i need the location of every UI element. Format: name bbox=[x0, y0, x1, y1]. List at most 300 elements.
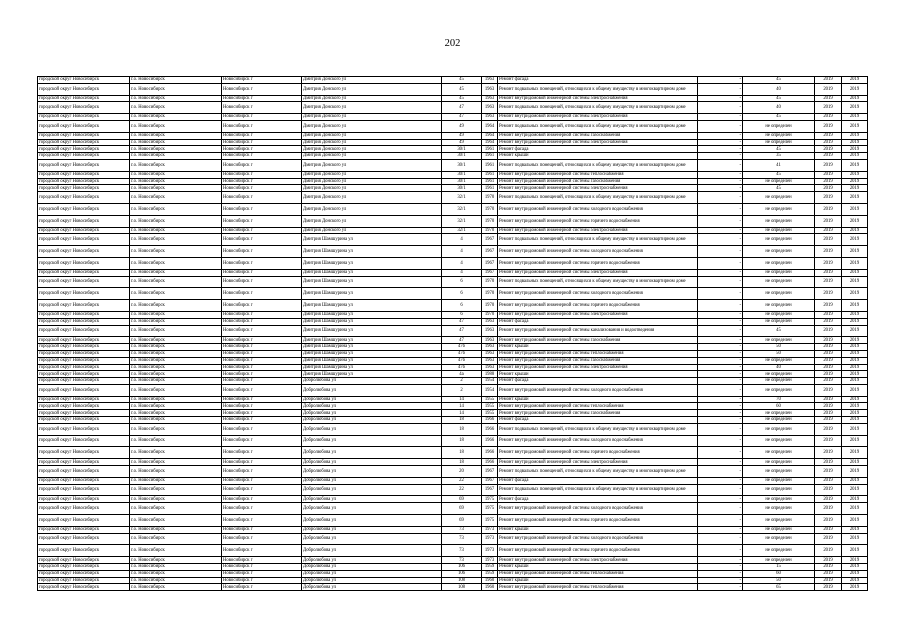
cell-year: 1955 bbox=[482, 410, 498, 417]
cell-plan-year-start: 2019 bbox=[815, 371, 842, 378]
cell-municipality: городской округ Новосибирск bbox=[38, 545, 130, 557]
cell-work-type: Ремонт внутридомовой инженерной системы теплоснабжения bbox=[498, 403, 698, 410]
cell-street: Дмитрия Донского ул bbox=[302, 192, 442, 204]
cell-plan-year-start: 2019 bbox=[815, 557, 842, 564]
cell-plan-year-start: 2019 bbox=[815, 159, 842, 171]
cell-settlement: г.о. Новосибирск bbox=[130, 159, 222, 171]
cell-year: 1963 bbox=[482, 325, 498, 337]
cell-settlement: г.о. Новосибирск bbox=[130, 95, 222, 102]
cell-plan-year-start: 2019 bbox=[815, 120, 842, 132]
cell-locality: Новосибирск г bbox=[222, 503, 302, 515]
cell-cell-dash: - bbox=[698, 325, 743, 337]
cell-settlement: г.о. Новосибирск bbox=[130, 171, 222, 178]
cell-work-type: Ремонт внутридомовой инженерной системы горячего водоснабжения bbox=[498, 215, 698, 227]
cell-municipality: городской округ Новосибирск bbox=[38, 288, 130, 300]
cell-street: Добролюбова ул bbox=[302, 503, 442, 515]
cell-plan-year-end: 2019 bbox=[842, 350, 868, 357]
cell-settlement: г.о. Новосибирск bbox=[130, 114, 222, 121]
cell-municipality: городской округ Новосибирск bbox=[38, 178, 130, 185]
repair-register-table bbox=[37, 76, 868, 591]
cell-settlement: г.о. Новосибирск bbox=[130, 153, 222, 160]
cell-work-type: Ремонт внутридомовой инженерной системы газоснабжения bbox=[498, 410, 698, 417]
cell-house: 18 bbox=[442, 417, 482, 424]
cell-plan-year-start: 2019 bbox=[815, 203, 842, 215]
cell-plan-year-start: 2019 bbox=[815, 515, 842, 527]
cell-plan-year-end: 2019 bbox=[842, 227, 868, 234]
cell-house: 47б bbox=[442, 364, 482, 371]
cell-settlement: г.о. Новосибирск bbox=[130, 584, 222, 591]
cell-locality: Новосибирск г bbox=[222, 257, 302, 269]
cell-year: 1970 bbox=[482, 288, 498, 300]
cell-cost: не определен bbox=[743, 318, 815, 325]
cell-plan-year-end: 2019 bbox=[842, 570, 868, 577]
cell-locality: Новосибирск г bbox=[222, 423, 302, 435]
cell-street: Дмитрия Донского ул bbox=[302, 139, 442, 146]
cell-year: 1975 bbox=[482, 496, 498, 503]
cell-plan-year-end: 2019 bbox=[842, 384, 868, 396]
cell-cell-dash: - bbox=[698, 269, 743, 276]
cell-municipality: городской округ Новосибирск bbox=[38, 83, 130, 95]
cell-cost: не определен bbox=[743, 466, 815, 478]
cell-plan-year-end: 2019 bbox=[842, 364, 868, 371]
cell-house: 47б bbox=[442, 357, 482, 364]
cell-municipality: городской округ Новосибирск bbox=[38, 114, 130, 121]
cell-cost: не определен bbox=[743, 276, 815, 288]
cell-year: 1960 bbox=[482, 577, 498, 584]
cell-locality: Новосибирск г bbox=[222, 545, 302, 557]
cell-settlement: г.о. Новосибирск bbox=[130, 496, 222, 503]
cell-street: Дмитрия Шамшурина ул bbox=[302, 371, 442, 378]
cell-locality: Новосибирск г bbox=[222, 318, 302, 325]
cell-plan-year-end: 2019 bbox=[842, 337, 868, 344]
cell-cell-dash: - bbox=[698, 234, 743, 246]
cell-street: Дмитрия Донского ул bbox=[302, 132, 442, 139]
cell-house: 4 bbox=[442, 257, 482, 269]
table-row bbox=[38, 570, 868, 577]
cell-house: 45 bbox=[442, 95, 482, 102]
cell-house: 49 bbox=[442, 139, 482, 146]
cell-locality: Новосибирск г bbox=[222, 371, 302, 378]
cell-municipality: городской округ Новосибирск bbox=[38, 396, 130, 403]
cell-plan-year-start: 2019 bbox=[815, 503, 842, 515]
cell-street: Дмитрия Шамшурина ул bbox=[302, 344, 442, 351]
cell-cell-dash: - bbox=[698, 466, 743, 478]
cell-locality: Новосибирск г bbox=[222, 584, 302, 591]
cell-plan-year-end: 2019 bbox=[842, 77, 868, 84]
cell-house: 45 bbox=[442, 77, 482, 84]
cell-plan-year-end: 2019 bbox=[842, 344, 868, 351]
cell-cost: не определен bbox=[743, 227, 815, 234]
cell-plan-year-start: 2019 bbox=[815, 77, 842, 84]
cell-cost: не определен bbox=[743, 234, 815, 246]
cell-cell-dash: - bbox=[698, 276, 743, 288]
cell-plan-year-start: 2019 bbox=[815, 496, 842, 503]
cell-year: 1966 bbox=[482, 423, 498, 435]
cell-work-type: Ремонт крыши bbox=[498, 564, 698, 571]
cell-plan-year-start: 2019 bbox=[815, 246, 842, 258]
cell-plan-year-end: 2019 bbox=[842, 139, 868, 146]
cell-street: Дмитрия Донского ул bbox=[302, 185, 442, 192]
cell-locality: Новосибирск г bbox=[222, 557, 302, 564]
cell-cell-dash: - bbox=[698, 159, 743, 171]
table-row bbox=[38, 276, 868, 288]
cell-street: Дмитрия Донского ул bbox=[302, 178, 442, 185]
cell-locality: Новосибирск г bbox=[222, 276, 302, 288]
cell-year: 1967 bbox=[482, 484, 498, 496]
cell-cell-dash: - bbox=[698, 371, 743, 378]
cell-locality: Новосибирск г bbox=[222, 403, 302, 410]
table-row bbox=[38, 325, 868, 337]
cell-settlement: г.о. Новосибирск bbox=[130, 83, 222, 95]
cell-locality: Новосибирск г bbox=[222, 311, 302, 318]
cell-cost: не определен bbox=[743, 459, 815, 466]
table-row bbox=[38, 146, 868, 153]
cell-cell-dash: - bbox=[698, 153, 743, 160]
cell-locality: Новосибирск г bbox=[222, 77, 302, 84]
cell-plan-year-end: 2019 bbox=[842, 396, 868, 403]
cell-municipality: городской округ Новосибирск bbox=[38, 344, 130, 351]
cell-plan-year-end: 2019 bbox=[842, 95, 868, 102]
cell-plan-year-end: 2019 bbox=[842, 234, 868, 246]
cell-house: 69 bbox=[442, 503, 482, 515]
cell-plan-year-start: 2019 bbox=[815, 139, 842, 146]
table-row bbox=[38, 139, 868, 146]
cell-plan-year-end: 2019 bbox=[842, 318, 868, 325]
cell-work-type: Ремонт внутридомовой инженерной системы электроснабжения bbox=[498, 185, 698, 192]
cell-plan-year-end: 2019 bbox=[842, 545, 868, 557]
cell-street: Добролюбова ул bbox=[302, 410, 442, 417]
cell-plan-year-start: 2019 bbox=[815, 403, 842, 410]
cell-locality: Новосибирск г bbox=[222, 570, 302, 577]
cell-work-type: Ремонт внутридомовой инженерной системы газоснабжения bbox=[498, 178, 698, 185]
cell-house: 22 bbox=[442, 477, 482, 484]
cell-plan-year-end: 2019 bbox=[842, 311, 868, 318]
cell-plan-year-start: 2019 bbox=[815, 192, 842, 204]
table-row bbox=[38, 83, 868, 95]
cell-year: 1963 bbox=[482, 337, 498, 344]
cell-work-type: Ремонт внутридомовой инженерной системы электроснабжения bbox=[498, 557, 698, 564]
cell-street: Добролюбова ул bbox=[302, 384, 442, 396]
cell-cell-dash: - bbox=[698, 288, 743, 300]
cell-municipality: городской округ Новосибирск bbox=[38, 526, 130, 533]
cell-plan-year-end: 2019 bbox=[842, 447, 868, 459]
cell-work-type: Ремонт внутридомовой инженерной системы теплоснабжения bbox=[498, 570, 698, 577]
cell-house: 47б bbox=[442, 344, 482, 351]
cell-year: 1975 bbox=[482, 515, 498, 527]
cell-settlement: г.о. Новосибирск bbox=[130, 192, 222, 204]
cell-street: Добролюбова ул bbox=[302, 477, 442, 484]
table-row bbox=[38, 459, 868, 466]
table-row bbox=[38, 132, 868, 139]
cell-plan-year-start: 2019 bbox=[815, 459, 842, 466]
cell-house: 47 bbox=[442, 337, 482, 344]
cell-settlement: г.о. Новосибирск bbox=[130, 227, 222, 234]
cell-municipality: городской округ Новосибирск bbox=[38, 139, 130, 146]
cell-cell-dash: - bbox=[698, 423, 743, 435]
cell-plan-year-end: 2019 bbox=[842, 132, 868, 139]
cell-work-type: Ремонт крыши bbox=[498, 526, 698, 533]
cell-locality: Новосибирск г bbox=[222, 192, 302, 204]
table-row bbox=[38, 102, 868, 114]
cell-cost: не определен bbox=[743, 203, 815, 215]
cell-house: 6 bbox=[442, 288, 482, 300]
cell-settlement: г.о. Новосибирск bbox=[130, 139, 222, 146]
cell-locality: Новосибирск г bbox=[222, 215, 302, 227]
cell-year: 1967 bbox=[482, 269, 498, 276]
cell-cost: не определен bbox=[743, 246, 815, 258]
cell-cell-dash: - bbox=[698, 337, 743, 344]
cell-street: Дмитрия Донского ул bbox=[302, 83, 442, 95]
cell-municipality: городской округ Новосибирск bbox=[38, 132, 130, 139]
cell-municipality: городской округ Новосибирск bbox=[38, 459, 130, 466]
cell-street: Добролюбова ул bbox=[302, 557, 442, 564]
cell-municipality: городской округ Новосибирск bbox=[38, 300, 130, 312]
cell-plan-year-start: 2019 bbox=[815, 257, 842, 269]
cell-house: 49 bbox=[442, 132, 482, 139]
cell-street: Добролюбова ул bbox=[302, 423, 442, 435]
cell-house: 106 bbox=[442, 564, 482, 571]
cell-cost: не определен bbox=[743, 410, 815, 417]
cell-cell-dash: - bbox=[698, 459, 743, 466]
cell-locality: Новосибирск г bbox=[222, 364, 302, 371]
cell-house: 47 bbox=[442, 102, 482, 114]
cell-street: Добролюбова ул bbox=[302, 564, 442, 571]
cell-cost: 40 bbox=[743, 364, 815, 371]
cell-cost: не определен bbox=[743, 533, 815, 545]
cell-house: 14 bbox=[442, 396, 482, 403]
cell-work-type: Ремонт крыши bbox=[498, 371, 698, 378]
cell-locality: Новосибирск г bbox=[222, 459, 302, 466]
cell-locality: Новосибирск г bbox=[222, 288, 302, 300]
cell-work-type: Ремонт внутридомовой инженерной системы холодного водоснабжения bbox=[498, 503, 698, 515]
cell-plan-year-start: 2019 bbox=[815, 114, 842, 121]
cell-house: 73 bbox=[442, 557, 482, 564]
cell-plan-year-start: 2019 bbox=[815, 384, 842, 396]
cell-cost: 45 bbox=[743, 114, 815, 121]
cell-plan-year-end: 2019 bbox=[842, 288, 868, 300]
cell-cost: не определен bbox=[743, 269, 815, 276]
cell-plan-year-end: 2019 bbox=[842, 102, 868, 114]
cell-plan-year-end: 2019 bbox=[842, 185, 868, 192]
cell-plan-year-end: 2019 bbox=[842, 171, 868, 178]
table-row bbox=[38, 384, 868, 396]
cell-year: 1967 bbox=[482, 477, 498, 484]
cell-work-type: Ремонт внутридомовой инженерной системы горячего водоснабжения bbox=[498, 515, 698, 527]
cell-work-type: Ремонт внутридомовой инженерной системы теплоснабжения bbox=[498, 350, 698, 357]
cell-plan-year-start: 2019 bbox=[815, 288, 842, 300]
cell-plan-year-start: 2019 bbox=[815, 325, 842, 337]
table-row bbox=[38, 584, 868, 591]
cell-cell-dash: - bbox=[698, 496, 743, 503]
cell-settlement: г.о. Новосибирск bbox=[130, 564, 222, 571]
cell-settlement: г.о. Новосибирск bbox=[130, 557, 222, 564]
cell-year: 1955 bbox=[482, 396, 498, 403]
cell-settlement: г.о. Новосибирск bbox=[130, 234, 222, 246]
cell-locality: Новосибирск г bbox=[222, 357, 302, 364]
cell-municipality: городской округ Новосибирск bbox=[38, 447, 130, 459]
cell-house: 32/1 bbox=[442, 227, 482, 234]
cell-plan-year-start: 2019 bbox=[815, 318, 842, 325]
cell-settlement: г.о. Новосибирск bbox=[130, 570, 222, 577]
cell-plan-year-start: 2019 bbox=[815, 185, 842, 192]
cell-house: 18 bbox=[442, 447, 482, 459]
cell-locality: Новосибирск г bbox=[222, 185, 302, 192]
cell-year: 1960 bbox=[482, 584, 498, 591]
cell-plan-year-end: 2019 bbox=[842, 466, 868, 478]
cell-plan-year-end: 2019 bbox=[842, 357, 868, 364]
cell-plan-year-end: 2019 bbox=[842, 146, 868, 153]
cell-plan-year-start: 2019 bbox=[815, 417, 842, 424]
cell-cell-dash: - bbox=[698, 410, 743, 417]
cell-locality: Новосибирск г bbox=[222, 496, 302, 503]
table-row bbox=[38, 120, 868, 132]
cell-settlement: г.о. Новосибирск bbox=[130, 300, 222, 312]
cell-plan-year-end: 2019 bbox=[842, 526, 868, 533]
cell-municipality: городской округ Новосибирск bbox=[38, 120, 130, 132]
cell-plan-year-start: 2019 bbox=[815, 171, 842, 178]
cell-cell-dash: - bbox=[698, 95, 743, 102]
cell-house: 32/1 bbox=[442, 203, 482, 215]
table-row bbox=[38, 364, 868, 371]
cell-work-type: Ремонт внутридомовой инженерной системы электроснабжения bbox=[498, 311, 698, 318]
cell-house: 4а bbox=[442, 371, 482, 378]
cell-year: 1963 bbox=[482, 318, 498, 325]
cell-plan-year-end: 2019 bbox=[842, 159, 868, 171]
cell-year: 1961 bbox=[482, 178, 498, 185]
cell-cell-dash: - bbox=[698, 114, 743, 121]
table-row bbox=[38, 178, 868, 185]
table-row bbox=[38, 484, 868, 496]
cell-cell-dash: - bbox=[698, 120, 743, 132]
table-row bbox=[38, 311, 868, 318]
cell-municipality: городской округ Новосибирск bbox=[38, 234, 130, 246]
cell-cost: не определен bbox=[743, 435, 815, 447]
table-row bbox=[38, 159, 868, 171]
cell-year: 1959 bbox=[482, 564, 498, 571]
cell-work-type: Ремонт внутридомовой инженерной системы газоснабжения bbox=[498, 337, 698, 344]
cell-municipality: городской округ Новосибирск bbox=[38, 403, 130, 410]
cell-house: 32/1 bbox=[442, 192, 482, 204]
cell-cell-dash: - bbox=[698, 215, 743, 227]
cell-settlement: г.о. Новосибирск bbox=[130, 246, 222, 258]
cell-municipality: городской округ Новосибирск bbox=[38, 185, 130, 192]
cell-plan-year-start: 2019 bbox=[815, 132, 842, 139]
cell-plan-year-end: 2019 bbox=[842, 515, 868, 527]
cell-street: Дмитрия Шамшурина ул bbox=[302, 357, 442, 364]
cell-year: 1961 bbox=[482, 146, 498, 153]
cell-cost: 50 bbox=[743, 577, 815, 584]
cell-house: 22 bbox=[442, 484, 482, 496]
cell-cost: не определен bbox=[743, 378, 815, 385]
cell-street: Добролюбова ул bbox=[302, 570, 442, 577]
cell-locality: Новосибирск г bbox=[222, 234, 302, 246]
cell-work-type: Ремонт фасада bbox=[498, 477, 698, 484]
cell-plan-year-start: 2019 bbox=[815, 577, 842, 584]
cell-cell-dash: - bbox=[698, 533, 743, 545]
table-row bbox=[38, 564, 868, 571]
cell-street: Дмитрия Шамшурина ул bbox=[302, 269, 442, 276]
cell-plan-year-start: 2019 bbox=[815, 146, 842, 153]
cell-year: 1961 bbox=[482, 159, 498, 171]
cell-plan-year-end: 2019 bbox=[842, 403, 868, 410]
cell-house: 30/1 bbox=[442, 159, 482, 171]
cell-locality: Новосибирск г bbox=[222, 344, 302, 351]
table-row bbox=[38, 410, 868, 417]
cell-year: 1963 bbox=[482, 83, 498, 95]
cell-plan-year-start: 2019 bbox=[815, 570, 842, 577]
cell-work-type: Ремонт подвальных помещений, относящихся к общему имуществу в многоквартирном доме bbox=[498, 120, 698, 132]
cell-settlement: г.о. Новосибирск bbox=[130, 577, 222, 584]
cell-locality: Новосибирск г bbox=[222, 269, 302, 276]
table-row bbox=[38, 496, 868, 503]
cell-municipality: городской округ Новосибирск bbox=[38, 384, 130, 396]
cell-cost: не определен bbox=[743, 257, 815, 269]
cell-cost: 15 bbox=[743, 564, 815, 571]
cell-work-type: Ремонт внутридомовой инженерной системы теплоснабжения bbox=[498, 584, 698, 591]
cell-locality: Новосибирск г bbox=[222, 95, 302, 102]
cell-house: 69 bbox=[442, 515, 482, 527]
cell-cost: 40 bbox=[743, 83, 815, 95]
cell-plan-year-start: 2019 bbox=[815, 344, 842, 351]
table-row bbox=[38, 466, 868, 478]
cell-street: Добролюбова ул bbox=[302, 584, 442, 591]
cell-cell-dash: - bbox=[698, 515, 743, 527]
cell-work-type: Ремонт фасада bbox=[498, 378, 698, 385]
table-row bbox=[38, 526, 868, 533]
cell-plan-year-start: 2019 bbox=[815, 311, 842, 318]
cell-locality: Новосибирск г bbox=[222, 102, 302, 114]
cell-settlement: г.о. Новосибирск bbox=[130, 459, 222, 466]
cell-municipality: городской округ Новосибирск bbox=[38, 435, 130, 447]
cell-work-type: Ремонт крыши bbox=[498, 577, 698, 584]
cell-street: Добролюбова ул bbox=[302, 459, 442, 466]
cell-cost: не определен bbox=[743, 215, 815, 227]
cell-cell-dash: - bbox=[698, 357, 743, 364]
cell-settlement: г.о. Новосибирск bbox=[130, 185, 222, 192]
cell-work-type: Ремонт подвальных помещений, относящихся к общему имуществу в многоквартирном доме bbox=[498, 102, 698, 114]
cell-cell-dash: - bbox=[698, 344, 743, 351]
table-row bbox=[38, 246, 868, 258]
cell-plan-year-start: 2019 bbox=[815, 83, 842, 95]
cell-house: 14 bbox=[442, 410, 482, 417]
cell-plan-year-end: 2019 bbox=[842, 325, 868, 337]
cell-locality: Новосибирск г bbox=[222, 246, 302, 258]
cell-locality: Новосибирск г bbox=[222, 396, 302, 403]
cell-locality: Новосибирск г bbox=[222, 120, 302, 132]
cell-year: 1975 bbox=[482, 503, 498, 515]
table-row bbox=[38, 515, 868, 527]
table-row bbox=[38, 114, 868, 121]
cell-street: Добролюбова ул bbox=[302, 496, 442, 503]
cell-year: 1961 bbox=[482, 153, 498, 160]
cell-settlement: г.о. Новосибирск bbox=[130, 435, 222, 447]
cell-work-type: Ремонт внутридомовой инженерной системы холодного водоснабжения bbox=[498, 203, 698, 215]
cell-plan-year-start: 2019 bbox=[815, 364, 842, 371]
cell-locality: Новосибирск г bbox=[222, 171, 302, 178]
cell-cell-dash: - bbox=[698, 584, 743, 591]
cell-work-type: Ремонт внутридомовой инженерной системы электроснабжения bbox=[498, 459, 698, 466]
table-row bbox=[38, 435, 868, 447]
cell-settlement: г.о. Новосибирск bbox=[130, 146, 222, 153]
cell-work-type: Ремонт внутридомовой инженерной системы холодного водоснабжения bbox=[498, 288, 698, 300]
cell-plan-year-start: 2019 bbox=[815, 584, 842, 591]
cell-house: 30/1 bbox=[442, 146, 482, 153]
cell-settlement: г.о. Новосибирск bbox=[130, 257, 222, 269]
cell-street: Дмитрия Шамшурина ул bbox=[302, 318, 442, 325]
cell-plan-year-start: 2019 bbox=[815, 447, 842, 459]
cell-plan-year-end: 2019 bbox=[842, 564, 868, 571]
cell-municipality: городской округ Новосибирск bbox=[38, 257, 130, 269]
